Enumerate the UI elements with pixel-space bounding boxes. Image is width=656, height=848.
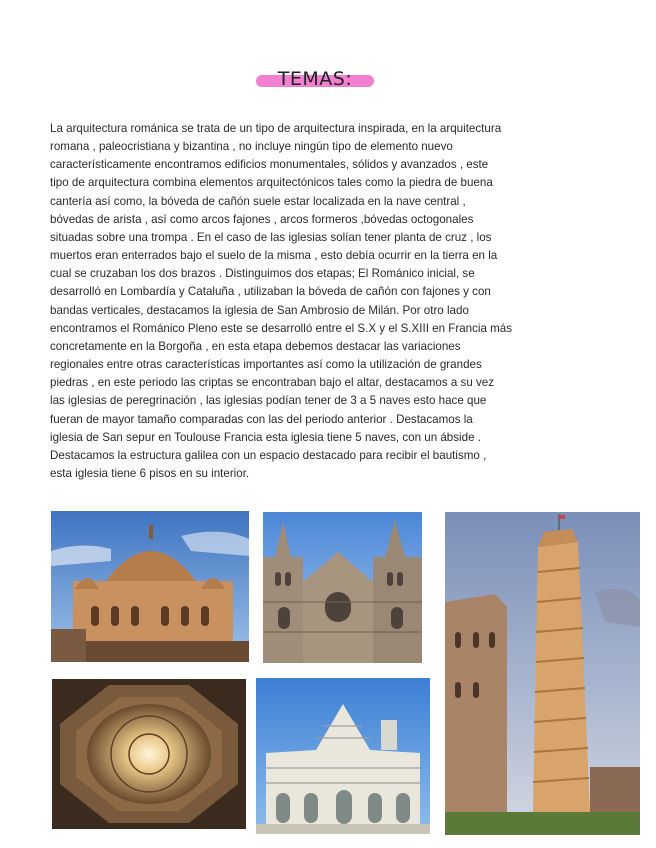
paragraph-line: La arquitectura románica se trata de un tipo de arquitectura inspirada, en la arquitectura (50, 122, 502, 135)
paragraph-line: regionales entre otras características importantes así como la utilización de grandes (50, 358, 482, 372)
paragraph-line: cantería así como, la bóveda de cañón suele estar localizada en la nave central , (50, 194, 466, 208)
paragraph-line: concretamente en la Borgoña , en esta etapa debemos destacar las variaciones (50, 339, 461, 353)
paragraph-line: piedras , en este periodo las criptas se encontraban bajo el altar, destacamos a su vez (50, 376, 495, 390)
heading-text: TEMAS: (277, 68, 353, 90)
paragraph-line: esta iglesia tiene 6 pisos en su interior. (50, 466, 250, 480)
paragraph-line: encontramos el Románico Pleno este se desarrolló entre el S.X y el S.XIII en Francia más (50, 321, 513, 335)
marble-cathedral-photo (256, 678, 430, 834)
domed-church-photo (51, 511, 249, 662)
paragraph-line: romana , paleocristiana y bizantina , no incluye ningún tipo de elemento nuevo (50, 140, 453, 154)
paragraph-line: Destacamos la estructura galilea con un espacio destacado para recibir el bautismo , (50, 448, 487, 462)
paragraph-line: iglesia de San sepur en Toulouse Francia esta iglesia tiene 5 naves, con un ábside . (50, 430, 481, 444)
leaning-tower-photo (445, 512, 640, 835)
paragraph-line: tipo de arquitectura combina elementos arquitectónicos tales como la piedra de buena (50, 176, 493, 190)
octagonal-dome-interior-photo (52, 679, 246, 829)
paragraph-line: situadas sobre una trompa . En el caso de las iglesias solían tener planta de cruz , los (50, 230, 492, 244)
paragraph-line: bóvedas de arista , así como arcos fajones , arcos formeros ,bóvedas octogonales (50, 212, 474, 226)
body-paragraph (50, 120, 606, 483)
paragraph-line: muertos eran enterrados bajo el suelo de la misma , esto debía ocurrir en la tierra en la (50, 249, 498, 263)
paragraph-line: las iglesias de peregrinación , las iglesias podían tener de 3 a 5 naves esto hace que (50, 394, 487, 408)
paragraph-line: fueran de mayor tamaño comparadas con las del periodo anterior . Destacamos la (50, 412, 473, 426)
paragraph-line: característicamente encontramos edificios monumentales, sólidos y avanzados , este (50, 158, 489, 172)
paragraph-line: desarrolló en Lombardía y Cataluña , utilizaban la bóveda de cañón con fajones y con (50, 285, 491, 299)
heading (256, 66, 374, 96)
paragraph-line: bandas verticales, destacamos la iglesia de San Ambrosio de Milán. Por otro lado (50, 303, 469, 317)
cathedral-facade-photo (263, 512, 422, 663)
paragraph-line: cual se cruzaban los dos brazos . Distinguimos dos etapas; El Románico inicial, se (50, 267, 475, 281)
